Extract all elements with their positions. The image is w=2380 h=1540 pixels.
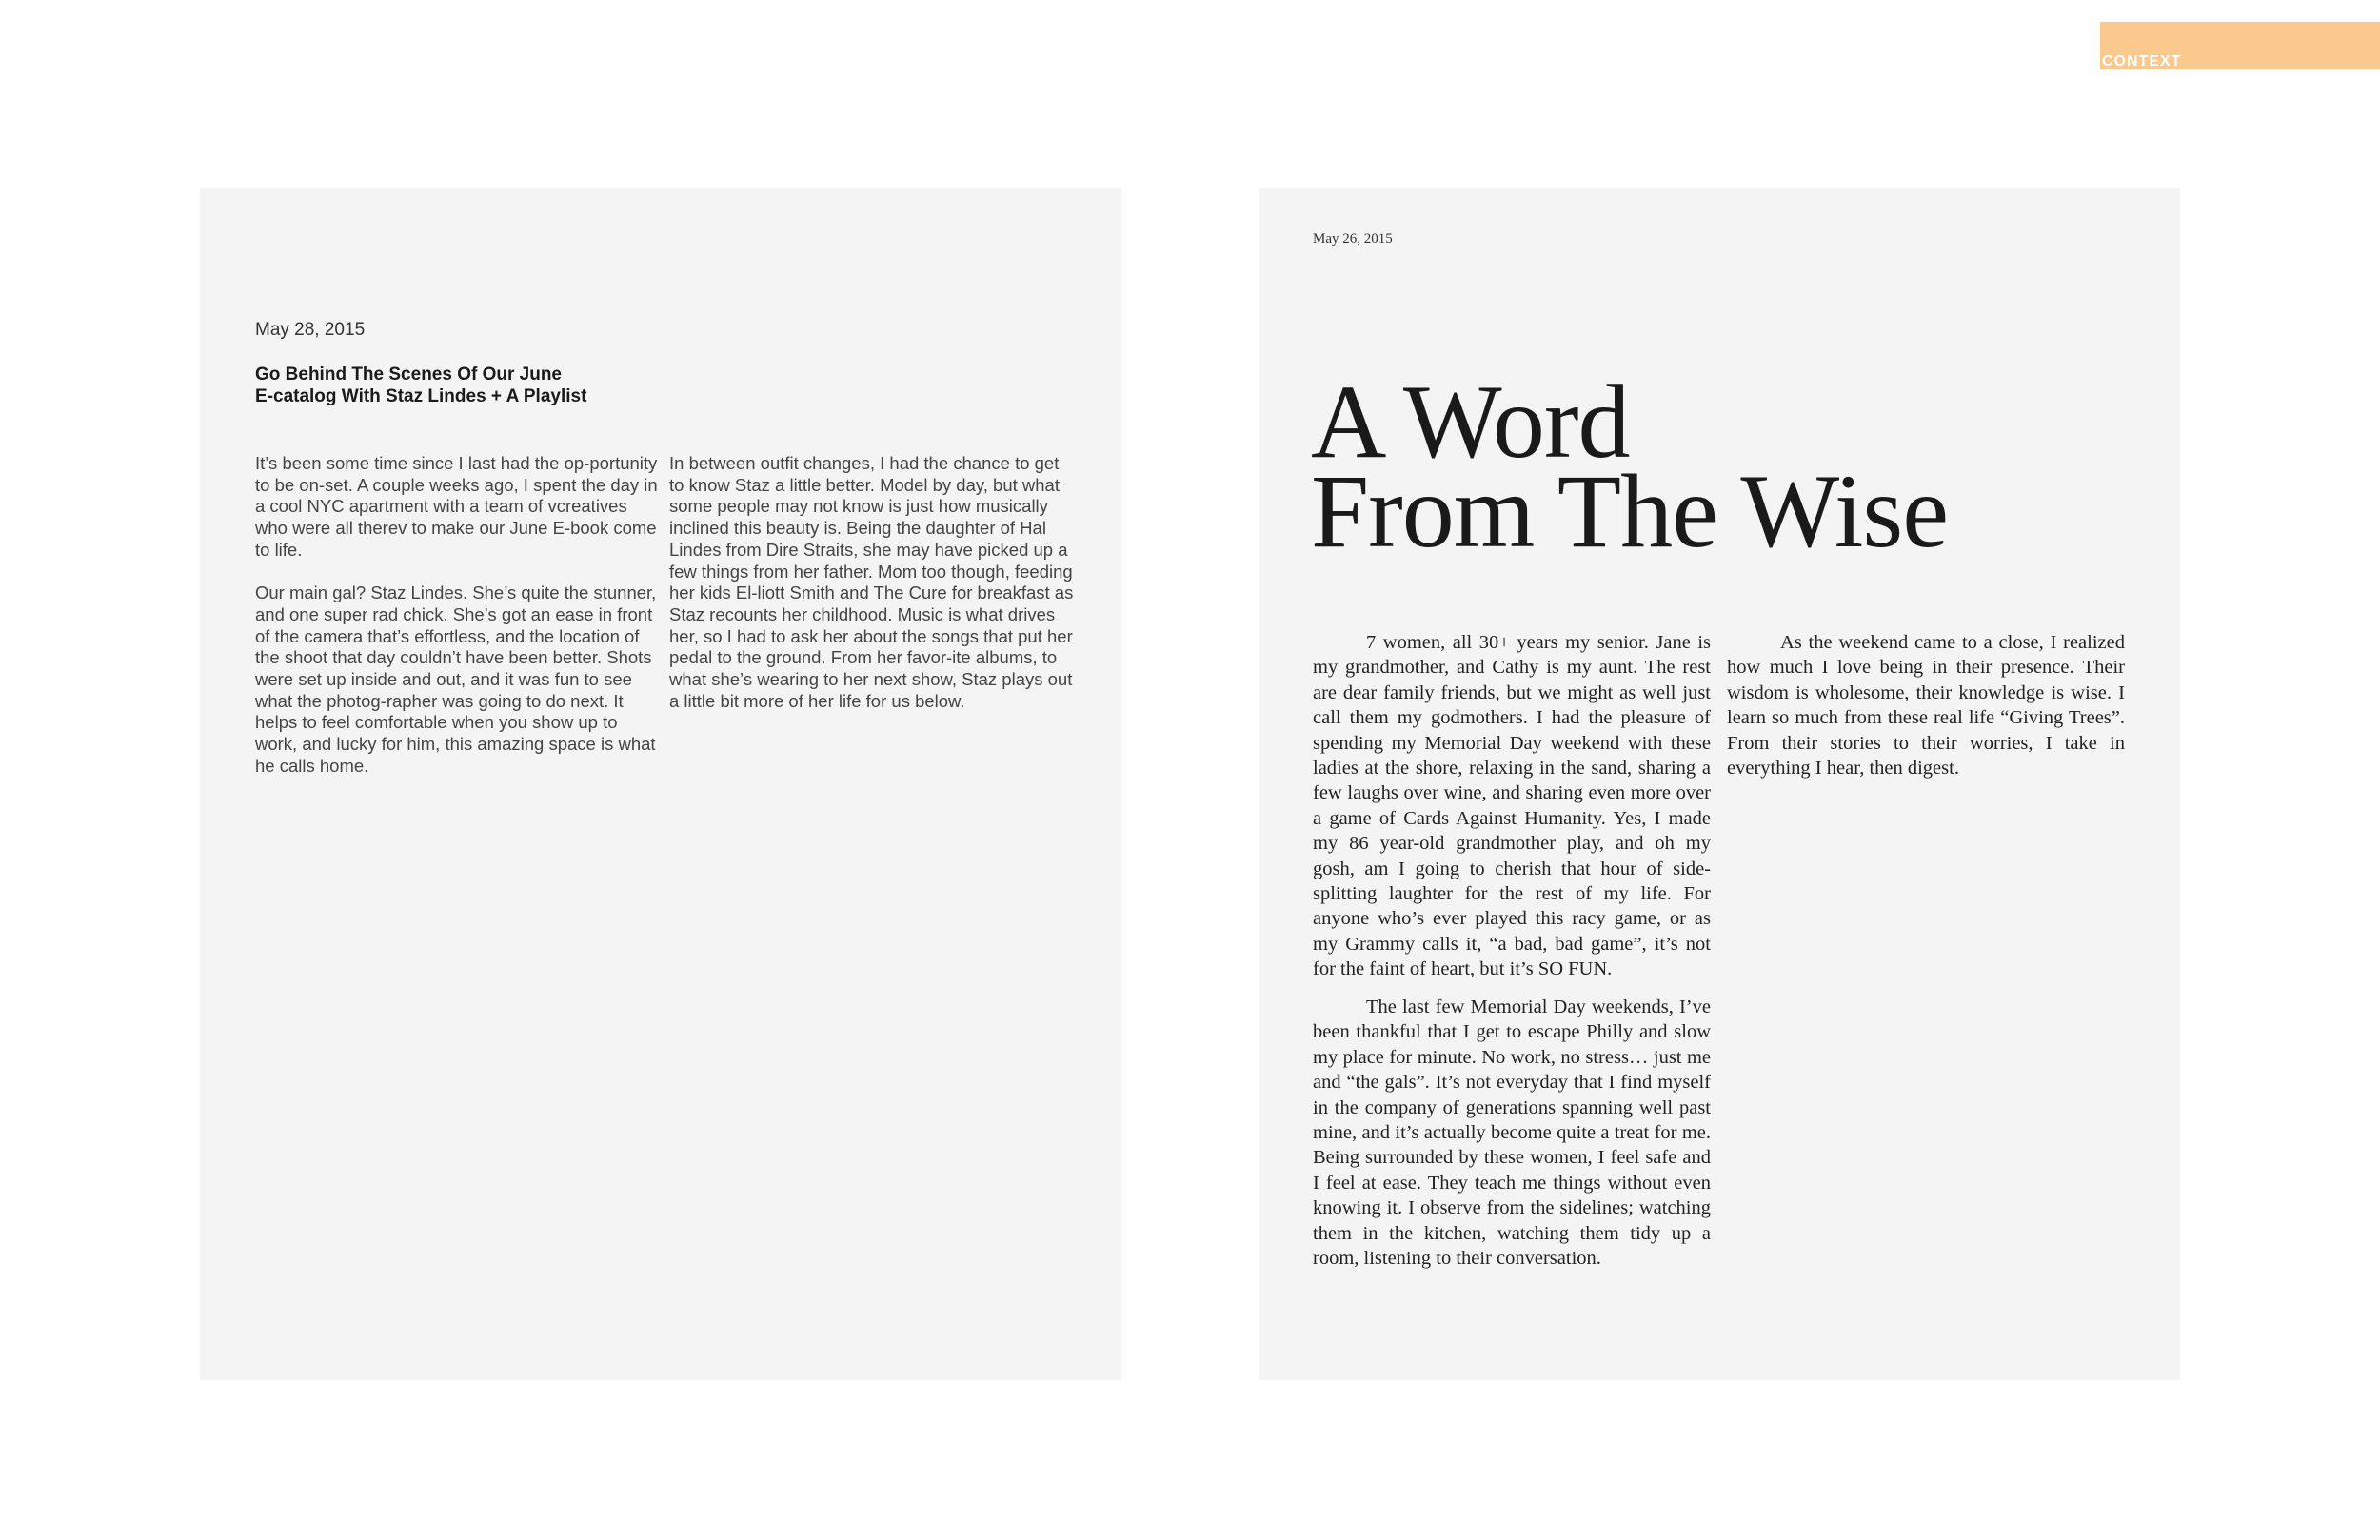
- left-title-line-2: E-catalog With Staz Lindes + A Playlist: [255, 386, 587, 406]
- left-paragraph: It’s been some time since I last had the op-portunity to be on-set. A couple weeks ago, I spent the day in a cool NYC apartment with a team of vcreatives who were all therev to make our June E-book come to life.: [255, 453, 658, 560]
- left-paragraph: Our main gal? Staz Lindes. She’s quite the stunner, and one super rad chick. She’s got an ease in front of the camera that’s effortless, and the location of the shoot that day couldn’t have been better. Shots were set up inside and out, and it was fun to see what the photog-rapher was going to do next. It helps to feel comfortable when you show up to work, and lucky for him, this amazing space is what he calls home.: [255, 582, 657, 776]
- right-paragraph: The last few Memorial Day weekends, I’ve been thankful that I get to escape Philly and slow my place for minute. No work, no stress… just me and “the gals”. It’s not everyday that I find myself in the company of generations spanning well past mine, and it’s actually become quite a treat for me. Being surrounded by these women, I feel safe and I feel at ease. They teach me things without even knowing it. I observe from the sidelines; watching them in the kitchen, watching them tidy up a room, listening to their conversation.: [1313, 996, 1711, 1269]
- right-paragraph: As the weekend came to a close, I realized how much I love being in their presence. Their wisdom is wholesome, their knowledge is wise. I learn so much from these real life “Giving Trees”. From their stories to their worries, I take in everything I hear, then digest.: [1727, 632, 2125, 780]
- right-article-headline: [1311, 364, 1949, 569]
- left-page: [200, 188, 1121, 1380]
- context-tab-label: CONTEXT: [2102, 53, 2182, 69]
- left-title-line-1: Go Behind The Scenes Of Our June: [255, 365, 562, 385]
- left-paragraph: In between outfit changes, I had the chance to get to know Staz a little better. Model by day, but what some people may not know is just how musically inclined this beauty is. Being the daughter of Hal Lindes from Dire Straits, she may have picked up a few things from her father. Mom too though, feeding her kids El-liott Smith and The Cure for breakfast as Staz recounts her childhood. Music is what drives her, so I had to ask her about the songs that put her pedal to the ground. From her favor-ite albums, to what she’s wearing to her next show, Staz plays out a little bit more of her life for us below.: [669, 453, 1074, 711]
- context-section-tab[interactable]: [2100, 22, 2380, 69]
- right-body-column-2: [1727, 630, 2125, 794]
- right-paragraph: 7 women, all 30+ years my senior. Jane is my grandmother, and Cathy is my aunt. The rest are dear family friends, but we might as well just call them my godmothers. I had the pleasure of spending my Memorial Day weekend with these ladies at the shore, relaxing in the sand, sharing a few laughs over wine, and sharing even more over a game of Cards Against Humanity. Yes, I made my 86 year-old grandmother play, and oh my gosh, am I going to cherish that hour of side-splitting laughter for the rest of my life. For anyone who’s ever played this racy game, or as my Grammy calls it, “a bad, bad game”, it’s not for the faint of heart, but it’s SO FUN.: [1313, 632, 1711, 980]
- right-page: [1259, 188, 2180, 1380]
- right-article-date: May 26, 2015: [1313, 231, 1393, 247]
- left-article-date: May 28, 2015: [255, 320, 366, 340]
- headline-line-2: From The Wise: [1311, 453, 1949, 569]
- left-article-title: [255, 364, 655, 407]
- left-body-column-2: [669, 453, 1074, 734]
- headline-line-1: A Word: [1311, 364, 1630, 480]
- right-body-column-1: [1313, 630, 1711, 1284]
- left-body-column-1: [255, 453, 660, 799]
